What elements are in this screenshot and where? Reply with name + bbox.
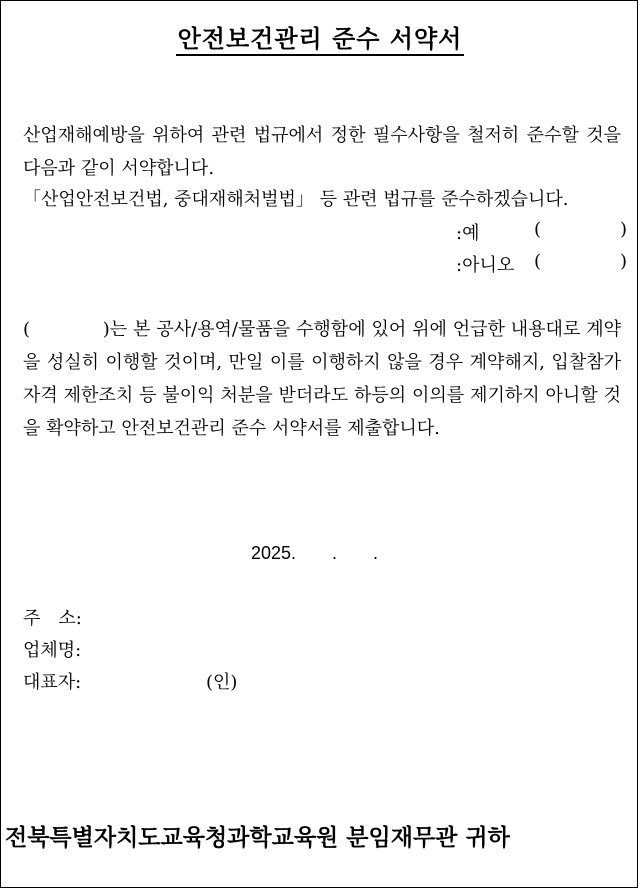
intro-paragraph: 산업재해예방을 위하여 관련 법규에서 정한 필수사항을 철저히 준수할 것을 다음과 같이 서약합니다.	[23, 125, 621, 179]
recipient-line: 전북특별자치도교육청과학교육원 분임재무관 귀하	[5, 824, 510, 851]
document-title-text: 안전보건관리 준수 서약서	[176, 24, 465, 56]
option-yes-paren-close: )	[620, 219, 628, 240]
law-statement: 「산업안전보건법, 중대재해처벌법」 등 관련 법규를 준수하겠습니다.	[23, 189, 569, 210]
option-yes	[456, 219, 628, 245]
company-label: 업체명:	[23, 640, 82, 661]
address-label: 주 소:	[23, 608, 82, 629]
option-no	[456, 251, 628, 277]
document-title	[1, 19, 638, 54]
option-yes-label: :예	[456, 223, 480, 244]
seal-mark: (인)	[206, 672, 238, 693]
option-yes-paren-open: (	[534, 219, 542, 240]
pledge-paragraph: ( )는 본 공사/용역/물품을 수행함에 있어 위에 언급한 내용대로 계약을 성실히 이행할 것이며, 만일 이를 이행하지 않을 경우 계약해지, 입찰참가자격 제한조치 등 불이익 처분을 받더라도 하등의 이의를 제기하지 아니할 것을 확약하고 안전보건관리 준수 서약서를 제출합니다.	[23, 319, 621, 439]
option-no-paren-close: )	[620, 251, 628, 272]
option-no-paren-open: (	[534, 251, 542, 272]
pledge-date: 2025. . .	[251, 543, 379, 563]
representative-label: 대표자:	[23, 672, 82, 693]
option-no-label: :아니오	[456, 255, 515, 276]
